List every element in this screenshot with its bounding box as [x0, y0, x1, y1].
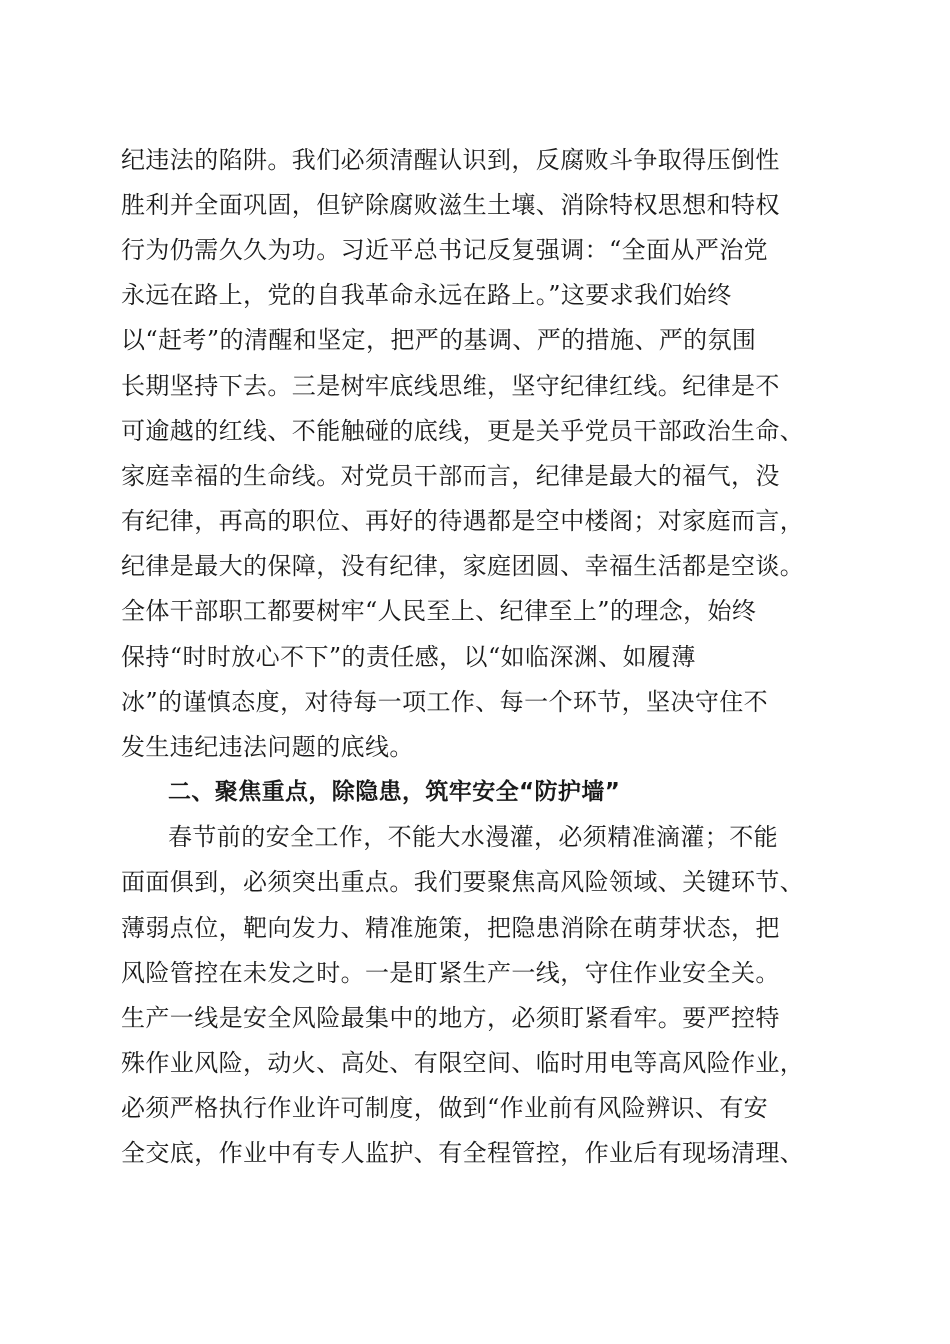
text-line: 必须严格执行作业许可制度，做到“作业前有风险辨识、有安: [121, 1094, 769, 1122]
text-line: 保持“时时放心不下”的责任感，以“如临深渊、如履薄: [121, 643, 696, 671]
text-line: 春节前的安全工作，不能大水漫灌，必须精准滴灌；不能: [168, 823, 778, 851]
text-line: 风险管控在未发之时。一是盯紧生产一线，守住作业安全关。: [121, 959, 780, 987]
text-line: 殊作业风险，动火、高处、有限空间、临时用电等高风险作业，: [121, 1049, 805, 1077]
text-line: 纪违法的陷阱。我们必须清醒认识到，反腐败斗争取得压倒性: [121, 146, 780, 174]
text-line: 冰”的谨慎态度，对待每一项工作、每一个环节，坚决守住不: [121, 688, 769, 716]
text-line: 以“赶考”的清醒和坚定，把严的基调、严的措施、严的氛围: [121, 326, 757, 354]
text-line: 薄弱点位，靶向发力、精准施策，把隐患消除在萌芽状态，把: [121, 914, 780, 942]
section-heading: 二、聚焦重点，除隐患，筑牢安全“防护墙”: [168, 779, 621, 805]
text-line: 有纪律，再高的职位、再好的待遇都是空中楼阁；对家庭而言，: [121, 507, 805, 535]
text-line: 长期坚持下去。三是树牢底线思维，坚守纪律红线。纪律是不: [121, 372, 780, 400]
text-line: 生产一线是安全风险最集中的地方，必须盯紧看牢。要严控特: [121, 1004, 780, 1032]
text-line: 全体干部职工都要树牢“人民至上、纪律至上”的理念，始终: [121, 597, 757, 625]
text-line: 胜利并全面巩固，但铲除腐败滋生土壤、消除特权思想和特权: [121, 191, 780, 219]
text-line: 面面俱到，必须突出重点。我们要聚焦高风险领域、关键环节、: [121, 868, 805, 896]
text-line: 永远在路上，党的自我革命永远在路上。”这要求我们始终: [121, 281, 732, 309]
text-line: 家庭幸福的生命线。对党员干部而言，纪律是最大的福气，没: [121, 462, 780, 490]
text-line: 全交底，作业中有专人监护、有全程管控，作业后有现场清理、: [121, 1139, 805, 1167]
text-line: 发生违纪违法问题的底线。: [121, 733, 414, 761]
text-line: 行为仍需久久为功。习近平总书记反复强调：“全面从严治党: [121, 236, 769, 264]
text-line: 纪律是最大的保障，没有纪律，家庭团圆、幸福生活都是空谈。: [121, 552, 805, 580]
text-line: 可逾越的红线、不能触碰的底线，更是关乎党员干部政治生命、: [121, 417, 805, 445]
